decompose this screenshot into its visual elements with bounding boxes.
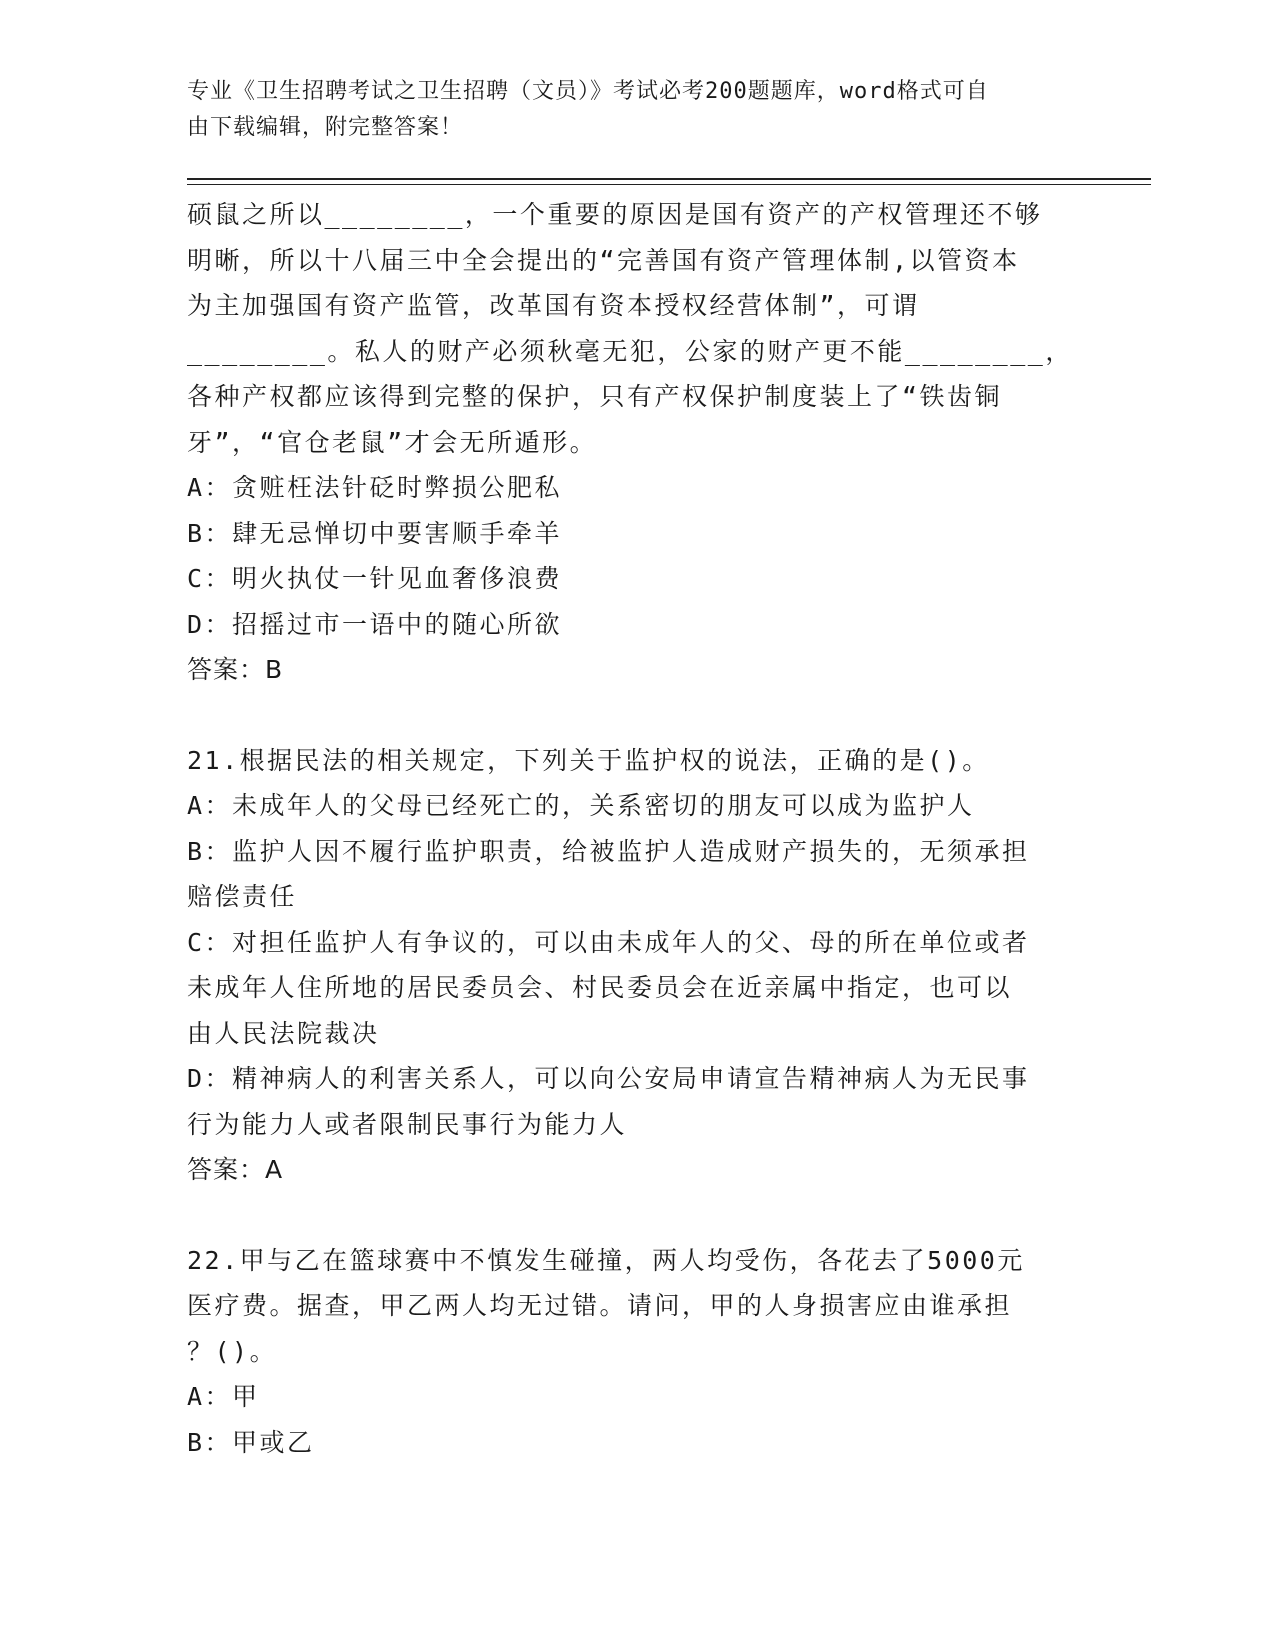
question-21 bbox=[187, 738, 1087, 1193]
question-stem-line: 医疗费。据查，甲乙两人均无过错。请问，甲的人身损害应由谁承担 bbox=[187, 1291, 1013, 1320]
question-stem-line: 明晰，所以十八届三中全会提出的“完善国有资产管理体制,以管资本 bbox=[187, 245, 1020, 275]
option-b: B：肆无忌惮切中要害顺手牵羊 bbox=[187, 518, 563, 548]
question-stem-line: ？()。 bbox=[187, 1336, 278, 1366]
question-stem-line: 22.甲与乙在篮球赛中不慎发生碰撞，两人均受伤，各花去了5000元 bbox=[187, 1245, 1025, 1275]
question-20 bbox=[187, 192, 1087, 693]
document-header bbox=[187, 74, 1087, 146]
question-stem-line: 各种产权都应该得到完整的保护，只有产权保护制度装上了“铁齿铜 bbox=[187, 382, 1003, 411]
option-b: B：监护人因不履行监护职责，给被监护人造成财产损失的，无须承担 bbox=[187, 836, 1030, 866]
answer-line: 答案：B bbox=[187, 655, 284, 684]
option-d: D：招摇过市一语中的随心所欲 bbox=[187, 609, 563, 639]
question-content bbox=[187, 192, 1087, 1465]
question-stem-line: 为主加强国有资产监管，改革国有资本授权经营体制”，可谓 bbox=[187, 291, 920, 320]
option-a: A：贪赃枉法针砭时弊损公肥私 bbox=[187, 473, 563, 502]
spacer bbox=[187, 693, 1087, 738]
question-stem-line: ________。私人的财产必须秋毫无犯，公家的财产更不能________， bbox=[187, 336, 1073, 366]
option-b: B：甲或乙 bbox=[187, 1427, 315, 1457]
option-b-continued: 赔偿责任 bbox=[187, 882, 298, 911]
option-d-continued: 行为能力人或者限制民事行为能力人 bbox=[187, 1109, 628, 1139]
header-divider-thin bbox=[187, 184, 1151, 185]
header-line: 由下载编辑，附完整答案！ bbox=[187, 115, 464, 140]
question-stem-line: 牙”，“官仓老鼠”才会无所遁形。 bbox=[187, 427, 598, 457]
option-c-continued: 由人民法院裁决 bbox=[187, 1018, 380, 1048]
question-stem-line: 硕鼠之所以________，一个重要的原因是国有资产的产权管理还不够 bbox=[187, 200, 1043, 229]
option-c: C：明火执仗一针见血奢侈浪费 bbox=[187, 564, 563, 593]
option-d: D：精神病人的利害关系人，可以向公安局申请宣告精神病人为无民事 bbox=[187, 1064, 1030, 1093]
question-stem-line: 21.根据民法的相关规定，下列关于监护权的说法，正确的是()。 bbox=[187, 745, 990, 775]
option-c-continued: 未成年人住所地的居民委员会、村民委员会在近亲属中指定，也可以 bbox=[187, 973, 1013, 1002]
option-c: C：对担任监护人有争议的，可以由未成年人的父、母的所在单位或者 bbox=[187, 927, 1030, 957]
header-line: 专业《卫生招聘考试之卫生招聘（文员）》考试必考200题题库，word格式可自 bbox=[187, 79, 989, 104]
answer-line: 答案：A bbox=[187, 1155, 284, 1184]
header-divider-thick bbox=[187, 178, 1151, 180]
option-a: A：甲 bbox=[187, 1382, 260, 1411]
question-22 bbox=[187, 1238, 1087, 1466]
option-a: A：未成年人的父母已经死亡的，关系密切的朋友可以成为监护人 bbox=[187, 791, 975, 820]
spacer bbox=[187, 1193, 1087, 1238]
